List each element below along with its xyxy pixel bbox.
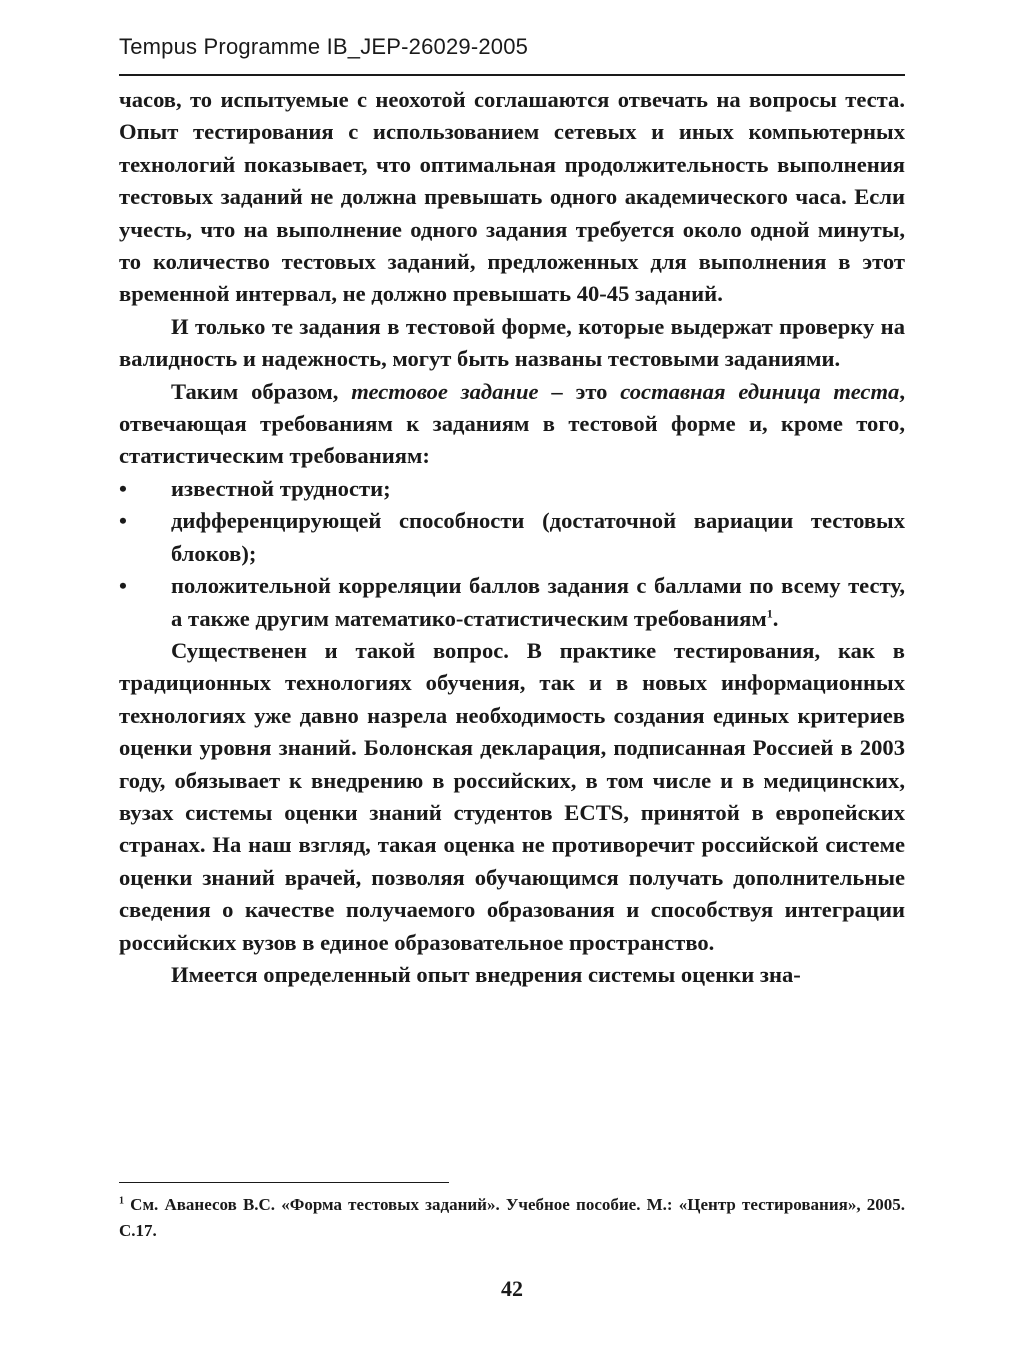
footnote-rule: [119, 1182, 449, 1183]
paragraph-1: часов, то испытуемые с неохотой соглашаются отвечать на вопросы теста. Опыт тестирования с использованием сетевых и иных компьютерных технологий показывает, что оптимальная продолжительность выполнения тестовых заданий не должна превышать одного академического часа. Если учесть, что на выполнение одного задания требуется около одной минуты, то количество тестовых заданий, предложенных для выполнения в этот временной интервал, не должно превышать 40-45 заданий.: [119, 87, 905, 307]
bullet-icon: •: [119, 573, 127, 599]
requirements-list: [119, 473, 905, 635]
paragraph-3-mid: – это: [538, 378, 621, 404]
running-header: Tempus Programme IB_JEP-26029-2005: [119, 34, 529, 59]
bullet-icon: •: [119, 475, 127, 501]
paragraph-4: Существенен и такой вопрос. В практике тестирования, как в традиционных технологиях обучения, так и в новых информационных технологиях уже давно назрела необходимость создания единых критериев оценки уровня знаний. Болонская декларация, подписанная Россией в 2003 году, обязывает к внедрению в российских, в том числе и в медицинских, вузах системы оценки знаний студентов ECTS, принятой в европейских странах. На наш взгляд, такая оценка не противоречит российской системе оценки знаний врачей, позволяя обучающимся получать дополнительные сведения о качестве получаемого образования и способствуя интеграции российских вузов в единое образовательное пространство.: [119, 637, 905, 955]
footnote-text: См. Аванесов В.С. «Форма тестовых заданий». Учебное пособие. М.: «Центр тестирования», 2005. С.17.: [119, 1195, 905, 1240]
list-item-text: дифференцирующей способности (достаточной вариации тестовых блоков);: [171, 508, 905, 566]
term-test-item: тестовое задание: [351, 378, 539, 404]
list-item-text: положительной корреляции баллов задания с баллами по всему тесту, а также другим математико-статистическим требованиям: [171, 573, 905, 631]
paragraph-2: И только те задания в тестовой форме, которые выдержат проверку на валидность и надежность, могут быть названы тестовыми заданиями.: [119, 313, 905, 372]
footnote: [119, 1192, 905, 1244]
list-item-end: .: [772, 605, 779, 631]
footnote-mark: 1: [119, 1195, 124, 1207]
page-number: 42: [501, 1276, 523, 1301]
body-text: [119, 84, 905, 991]
list-item-text: известной трудности;: [171, 475, 391, 501]
paragraph-5: Имеется определенный опыт внедрения системы оценки зна-: [171, 961, 801, 987]
paragraph-3: [119, 376, 905, 473]
document-page: [119, 0, 905, 1350]
paragraph-3-lead: Таким образом,: [171, 378, 352, 404]
paragraph-3-rest: , отвечающая требованиям к заданиям в тестовой форме и, кроме того, статистическим требованиям:: [119, 378, 905, 469]
list-item: [119, 505, 905, 570]
header-rule: [119, 74, 905, 76]
term-definition: составная единица теста: [620, 378, 900, 404]
footnote-reference: 1: [766, 605, 773, 620]
list-item: [119, 473, 905, 505]
list-item: [119, 570, 905, 635]
bullet-icon: •: [119, 508, 127, 534]
